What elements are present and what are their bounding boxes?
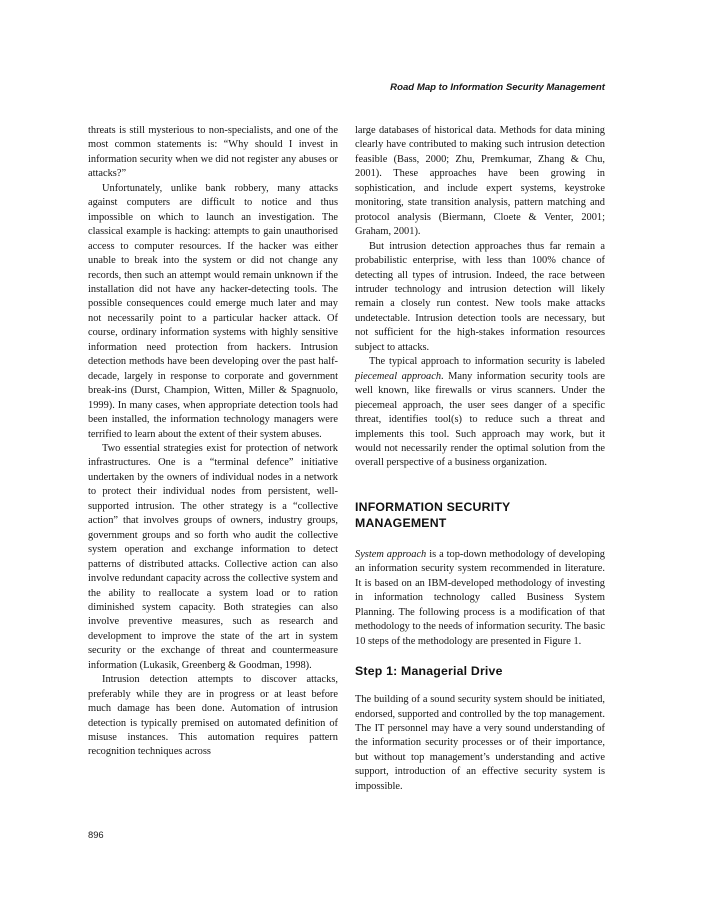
paragraph-text: is a top-down methodology of developing an information security system recommended in literature. It is based on an IBM-developed methodology of investing in information technology called Business System Planning. The following process is a modification of that methodology to the needs of information security. The basic 10 steps of the methodology are presented in Figure 1.: [355, 548, 605, 647]
body-paragraph: large databases of historical data. Methods for data mining clearly have contributed to making such intrusion detection feasible (Bass, 2000; Zhu, Premkumar, Zhang & Chu, 2001). These approaches have been growing in sophistication, and include expert systems, keystroke monitoring, state transition analysis, pattern matching and protocol analysis (Biermann, Cloete & Venter, 2001; Graham, 2001).: [355, 125, 605, 238]
left-column: [88, 124, 338, 760]
body-paragraph: Two essential strategies exist for protection of network infrastructures. One is a “terminal defence” initiative undertaken by the owners of individual nodes in a network to protect their individual nodes from persistent, well-supported intrusion. The other strategy is a “collective action” that involves groups of owners, industry groups, government groups and so forth who audit the collective system operation and exchange information to detect patterns of distributed attacks. Collective action can also involve redundant capacity across the collective system and the ability to reallocate a system load or to ration diminished system capacity. Both strategies can also involve preventive measures, such as research and development to improve the state of the art in system security or the exchange of threat and countermeasure information (Lukasik, Greenberg & Goodman, 1998).: [88, 442, 338, 671]
right-column: [355, 124, 605, 794]
body-paragraph: threats is still mysterious to non-specialists, and one of the most common statements is: “Why should I invest in information security when we did not register any abuses or attacks?”: [88, 125, 338, 180]
running-header: Road Map to Information Security Management: [390, 82, 605, 93]
emphasized-term: piecemeal approach: [355, 370, 442, 382]
page-number: 896: [88, 829, 104, 840]
subsection-heading: Step 1: Managerial Drive: [355, 664, 503, 679]
emphasized-term: System approach: [355, 548, 427, 560]
body-paragraph: The building of a sound security system should be initiated, endorsed, supported and controlled by the top management. The IT personnel may have a very sound understanding of the information security processes or of their importance, but without top management’s understanding and active support, introduction of an effective security system is impossible.: [355, 694, 605, 792]
body-paragraph: [355, 548, 605, 649]
paragraph-text: The typical approach to information security is labeled: [369, 356, 605, 368]
body-paragraph: [355, 355, 605, 471]
body-paragraph: But intrusion detection approaches thus far remain a probabilistic enterprise, with less than 100% chance of detecting all types of intrusion. Indeed, the race between intruder technology and intrusion detection will likely remain a closely run contest. New tools make attacks undetectable. Intrusion detection tools are necessary, but not sufficient for the high-stakes information resources subject to attacks.: [355, 240, 605, 353]
body-paragraph: Unfortunately, unlike bank robbery, many attacks against computers are difficult to notice and thus impossible on which to launch an investigation. The classical example is hacking: attempts to gain unauthorised access to computer resources. If the hacker was either unable to break into the system or did not change any records, then such an attempt would remain unknown if the installation did not have any hacker-detecting tools. The possible consequences could emerge much later and may not necessarily point to a particular hacker attack. Of course, ordinary information systems with highly sensitive information need protection from hackers. Intrusion detection methods have been developing over the past half-decade, largely in response to corporate and government break-ins (Durst, Champion, Witten, Miller & Spagnuolo, 1999). In many cases, when appropriate detection tools had been installed, the information technology managers were terrified to learn about the extent of their system abuses.: [88, 182, 338, 440]
body-paragraph: Intrusion detection attempts to discover attacks, preferably while they are in progress or at least before much damage has been done. Automation of intrusion detection is typically premised on automated definition of misuse instances. This automation requires pattern recognition techniques across: [88, 674, 338, 758]
section-heading: INFORMATION SECURITY MANAGEMENT: [355, 499, 511, 530]
paragraph-text: . Many information security tools are well known, like firewalls or virus scanners. Under the piecemeal approach, the user sees danger of a specific threat, identifies tool(s) to reduce such a threat and implements this tool. Such approach may work, but it would not necessarily render the optimal solution from the overall perspective of a business organization.: [355, 370, 606, 469]
